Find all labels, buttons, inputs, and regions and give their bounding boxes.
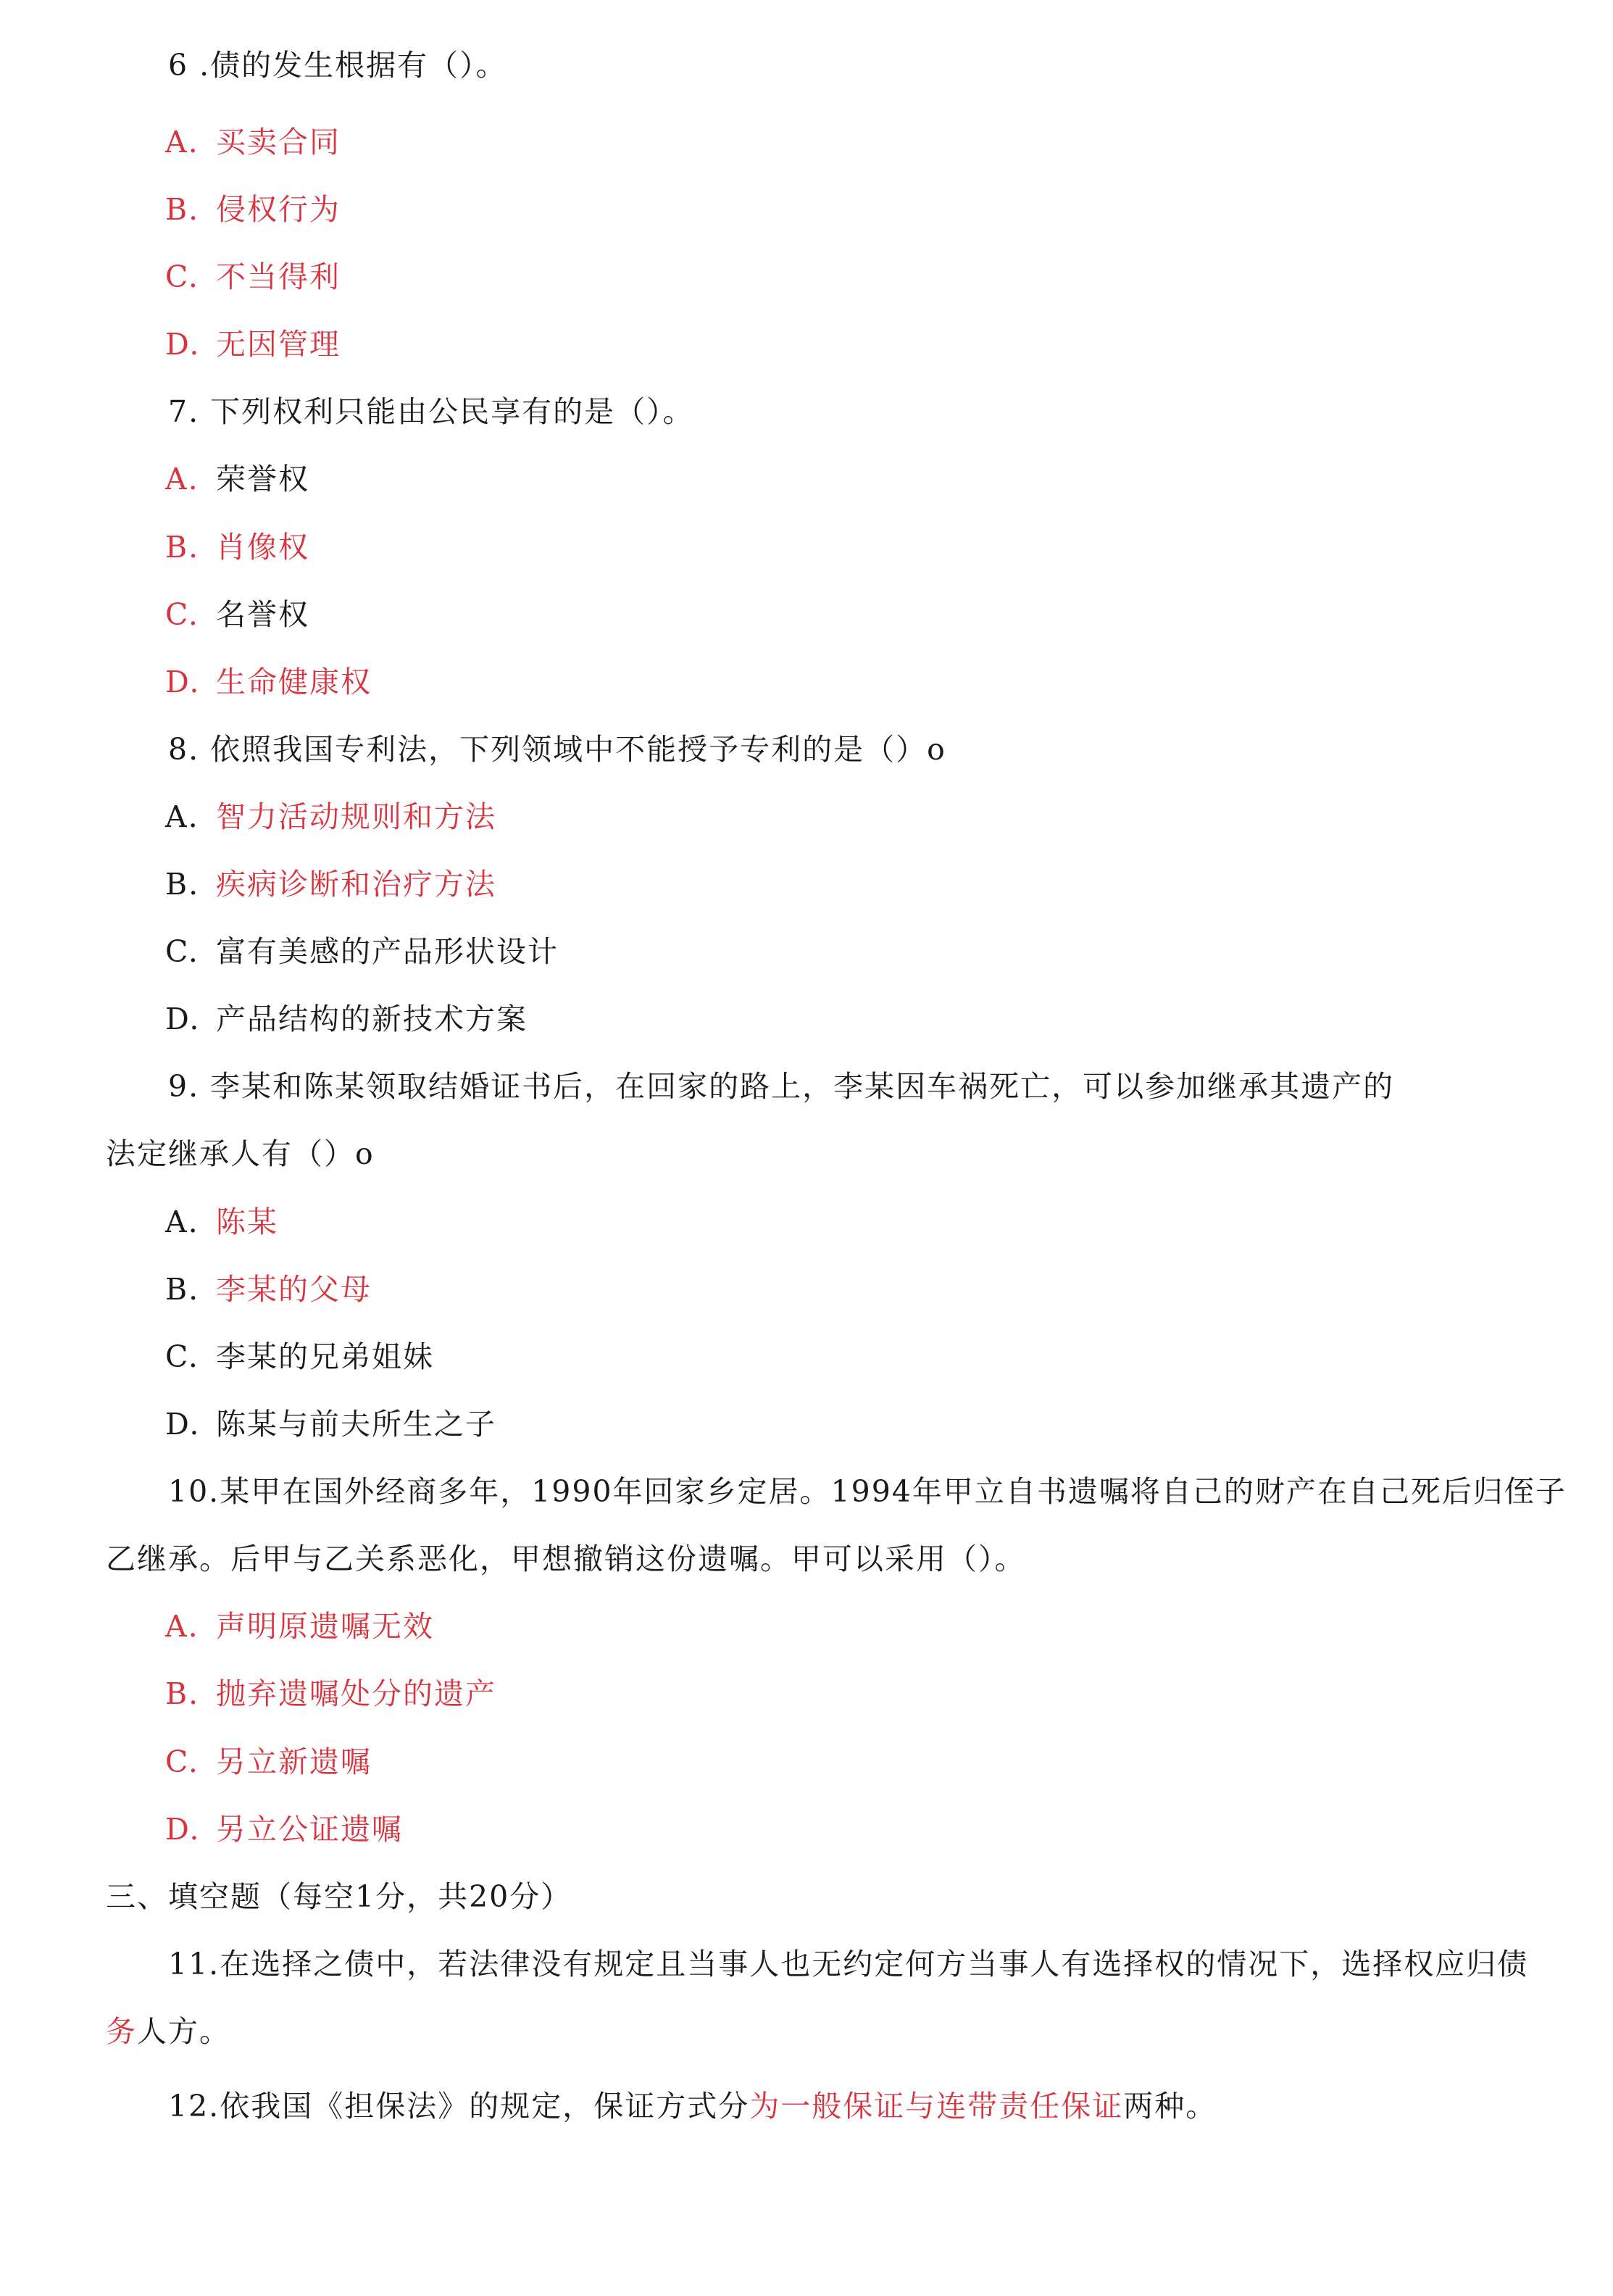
option-letter: D.: [165, 1812, 201, 1847]
option-letter: D.: [165, 1407, 201, 1442]
q7-option-c[interactable]: [165, 594, 309, 635]
q7-option-b[interactable]: [165, 527, 309, 567]
question-12-suffix: 两种。: [1123, 2089, 1217, 2124]
q8-option-b[interactable]: [165, 864, 496, 904]
option-text: 肖像权: [216, 530, 309, 565]
question-8-stem: 8. 依照我国专利法，下列领域中不能授予专利的是（）o: [168, 732, 946, 767]
option-letter: A.: [165, 125, 199, 159]
question-11-line2: [106, 2011, 230, 2052]
q7-option-a[interactable]: [165, 459, 309, 499]
q10-option-c[interactable]: [165, 1742, 372, 1782]
question-9-stem-line2: 法定继承人有（）o: [106, 1136, 375, 1171]
option-letter: A.: [165, 462, 199, 496]
q7-option-d[interactable]: [165, 662, 372, 702]
q8-option-c[interactable]: [165, 931, 559, 972]
option-letter: D.: [165, 1002, 201, 1036]
question-7-stem: 7. 下列权利只能由公民享有的是（）。: [168, 394, 694, 429]
option-letter: A.: [165, 1205, 199, 1239]
option-letter: C.: [165, 1744, 199, 1779]
fill-answer: 务: [106, 2014, 137, 2049]
question-12-line: [168, 2086, 1217, 2126]
q9-option-d[interactable]: [165, 1404, 496, 1444]
option-letter: B.: [165, 1676, 200, 1711]
q9-option-c[interactable]: [165, 1336, 434, 1377]
option-text: 另立新遗嘱: [216, 1744, 372, 1779]
option-text: 名誉权: [216, 597, 309, 632]
q6-option-a[interactable]: [165, 122, 341, 162]
option-letter: B.: [165, 867, 200, 902]
option-text: 荣誉权: [216, 462, 309, 496]
section-3-heading: 三、填空题（每空1分，共20分）: [106, 1879, 572, 1914]
q6-option-c[interactable]: [165, 257, 341, 297]
q6-option-b[interactable]: [165, 189, 341, 230]
q10-option-d[interactable]: [165, 1809, 403, 1850]
option-letter: D.: [165, 665, 201, 699]
q10-option-a[interactable]: [165, 1606, 434, 1647]
q10-option-b[interactable]: [165, 1673, 496, 1714]
option-text: 生命健康权: [216, 665, 372, 699]
question-6-stem: 6 .债的发生根据有（）。: [168, 48, 507, 83]
option-text: 李某的兄弟姐妹: [216, 1339, 434, 1374]
option-letter: C.: [165, 597, 199, 632]
question-10-stem-line2: 乙继承。后甲与乙关系恶化，甲想撤销这份遗嘱。甲可以采用（）。: [106, 1542, 1026, 1576]
option-letter: A.: [165, 1609, 199, 1644]
option-text: 智力活动规则和方法: [216, 799, 496, 834]
option-text: 陈某与前夫所生之子: [216, 1407, 496, 1442]
q6-option-d[interactable]: [165, 324, 341, 365]
fill-answer: 为一般保证与连带责任保证: [749, 2089, 1124, 2124]
option-letter: B.: [165, 192, 200, 227]
q9-option-b[interactable]: [165, 1269, 372, 1310]
option-text: 另立公证遗嘱: [216, 1812, 403, 1847]
question-9-stem-line1: 9. 李某和陈某领取结婚证书后，在回家的路上，李某因车祸死亡，可以参加继承其遗产的: [168, 1069, 1395, 1104]
option-letter: D.: [165, 327, 201, 362]
option-text: 李某的父母: [216, 1272, 372, 1307]
question-12-prefix: 12.依我国《担保法》的规定，保证方式分: [168, 2089, 750, 2124]
option-text: 疾病诊断和治疗方法: [216, 867, 496, 902]
option-text: 不当得利: [216, 259, 341, 294]
option-text: 侵权行为: [216, 192, 341, 227]
option-text: 陈某: [216, 1205, 278, 1239]
q8-option-d[interactable]: [165, 999, 528, 1039]
question-10-stem-line1: 10.某甲在国外经商多年，1990年回家乡定居。1994年甲立自书遗嘱将自己的财产在自己死后归侄子: [168, 1474, 1567, 1509]
option-text: 抛弃遗嘱处分的遗产: [216, 1676, 496, 1711]
q8-option-a[interactable]: [165, 796, 496, 837]
option-letter: C.: [165, 1339, 199, 1374]
option-letter: B.: [165, 530, 200, 565]
option-letter: B.: [165, 1272, 200, 1307]
option-letter: C.: [165, 934, 199, 969]
option-text: 无因管理: [216, 327, 341, 362]
question-11-line1: 11.在选择之债中，若法律没有规定且当事人也无约定何方当事人有选择权的情况下，选择权应归债: [168, 1947, 1529, 1981]
option-text: 声明原遗嘱无效: [216, 1609, 434, 1644]
question-11-tail: 人方。: [137, 2014, 230, 2049]
option-text: 富有美感的产品形状设计: [216, 934, 559, 969]
option-text: 产品结构的新技术方案: [216, 1002, 528, 1036]
option-letter: A.: [165, 799, 199, 834]
q9-option-a[interactable]: [165, 1202, 278, 1242]
option-letter: C.: [165, 259, 199, 294]
option-text: 买卖合同: [216, 125, 341, 159]
